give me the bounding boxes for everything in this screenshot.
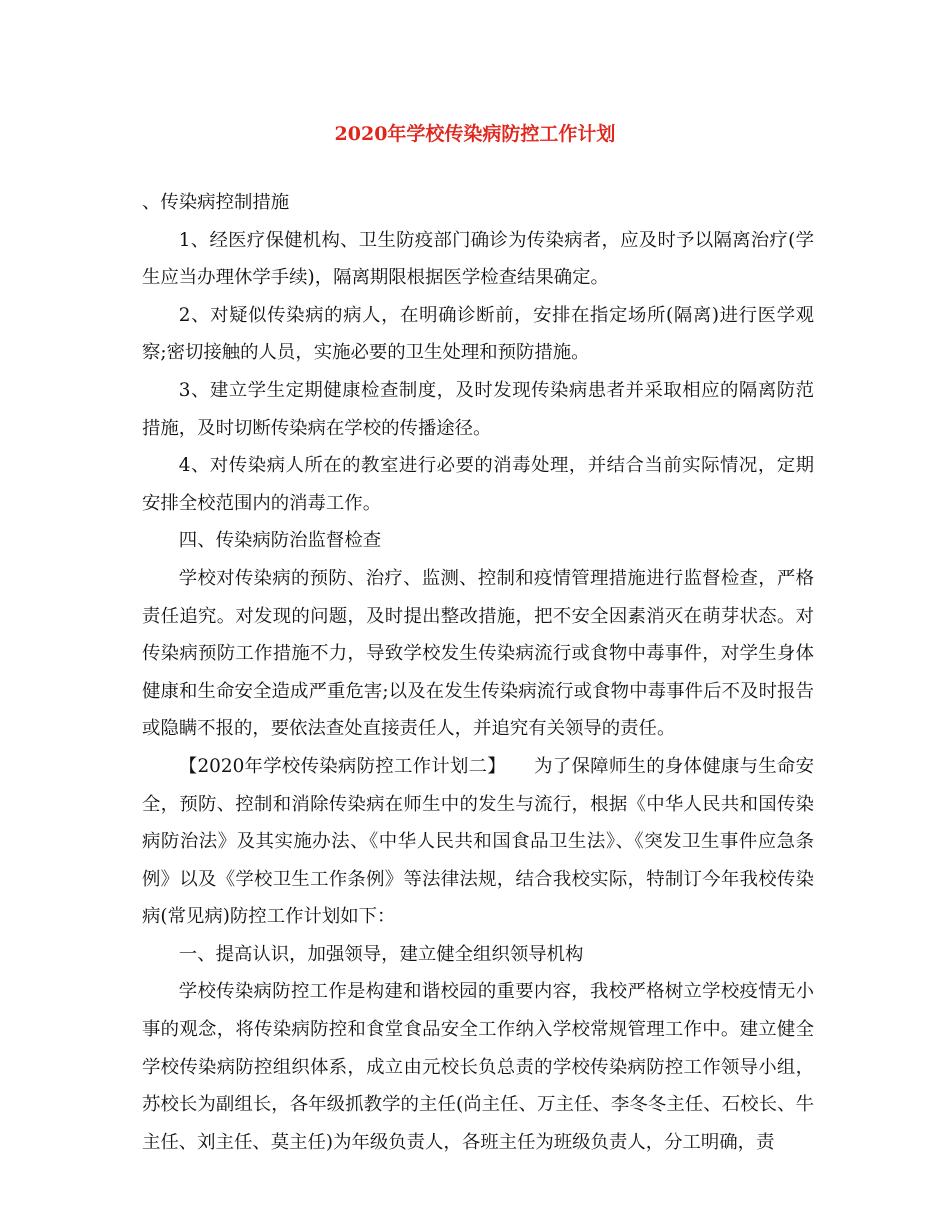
document-title: 2020年学校传染病防控工作计划 bbox=[334, 123, 616, 145]
paragraph-leadership: 学校传染病防控工作是构建和谐校园的重要内容，我校严格树立学校疫情无小事的观念，将传染病防控和食堂食品安全工作纳入学校常规管理工作中。建立健全学校传染病防控组织体系，成立由元校长负总责的学校传染病防控工作领导小组，苏校长为副组长，各年级抓教学的主任(尚主任、万主任、李冬冬主任、石校长、牛主任、刘主任、莫主任)为年级负责人，各班主任为班级负责人，分工明确，责 bbox=[142, 981, 814, 1153]
paragraph-item-1: 1、经医疗保健机构、卫生防疫部门确诊为传染病者，应及时予以隔离治疗(学生应当办理休学手续)，隔离期限根据医学检查结果确定。 bbox=[142, 229, 814, 289]
paragraph-heading-supervision: 四、传染病防治监督检查 bbox=[178, 530, 382, 552]
paragraph-item-2: 2、对疑似传染病的病人，在明确诊断前，安排在指定场所(隔离)进行医学观察;密切接触的人员，实施必要的卫生处理和预防措施。 bbox=[142, 304, 814, 364]
paragraph-section-heading: 、传染病控制措施 bbox=[142, 192, 290, 213]
paragraph-item-3: 3、建立学生定期健康检查制度，及时发现传染病患者并采取相应的隔离防范措施，及时切断传染病在学校的传播途径。 bbox=[142, 379, 814, 439]
paragraph-heading-leadership: 一、提高认识，加强领导，建立健全组织领导机构 bbox=[178, 943, 584, 965]
paragraph-supervision: 学校对传染病的预防、治疗、监测、控制和疫情管理措施进行监督检查，严格责任追究。对发现的问题，及时提出整改措施，把不安全因素消灭在萌芽状态。对传染病预防工作措施不力，导致学校发生传染病流行或食物中毒事件，对学生身体健康和生命安全造成严重危害;以及在发生传染病流行或食物中毒事件后不及时报告或隐瞒不报的，要依法查处直接责任人，并追究有关领导的责任。 bbox=[142, 567, 814, 740]
document-body bbox=[142, 184, 814, 1161]
paragraph-plan-two-intro: 【2020年学校传染病防控工作计划二】 为了保障师生的身体健康与生命安全，预防、控制和消除传染病在师生中的发生与流行，根据《中华人民共和国传染病防治法》及其实施办法、《中华人民共和国食品卫生法》、《突发卫生事件应急条例》以及《学校卫生工作条例》等法律法规，结合我校实际，特制订今年我校传染病(常见病)防控工作计划如下： bbox=[142, 755, 814, 928]
paragraph-item-4: 4、对传染病人所在的教室进行必要的消毒处理，并结合当前实际情况，定期安排全校范围内的消毒工作。 bbox=[142, 455, 814, 514]
